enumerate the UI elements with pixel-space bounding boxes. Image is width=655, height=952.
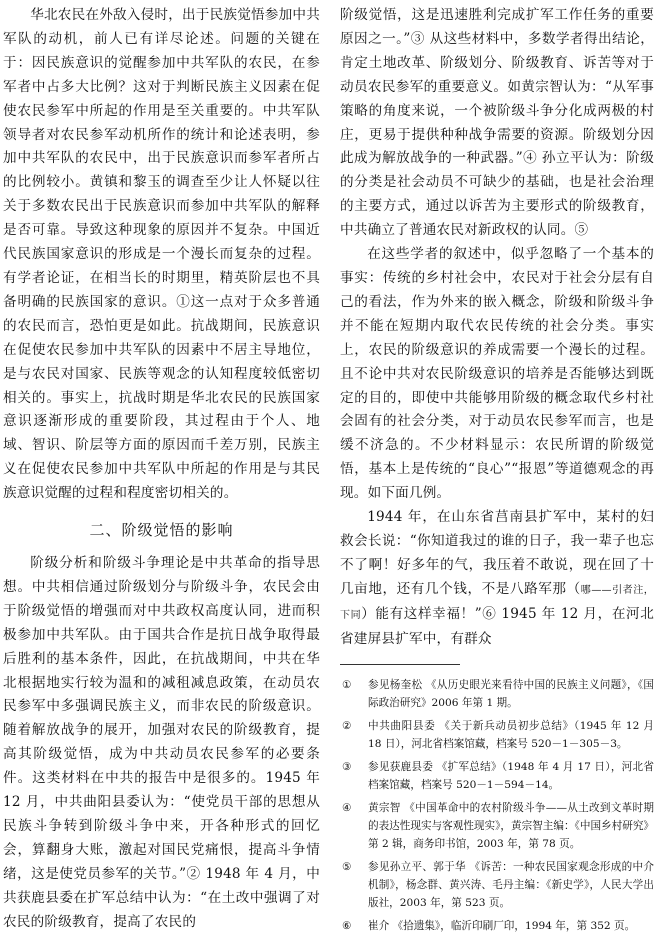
paragraph-text: 1944 年，在山东省莒南县扩军中，某村的妇救会长说：“你知道我过的谁的日子，我一辈子也忘不了啊！好多年的气，我压着不敢说，现在回了十几亩地，还有几个钱，不是八路军那（ [340,509,654,597]
editor-note: 哪——引者注，下同 [340,584,654,621]
footnote-text: 中共曲阳县委 《关于新兵动员初步总结》（1945 年 12 月 18 日），河北省档案馆藏，档案号 520－1－305－3。 [368,720,654,750]
paragraph-text: ）能有这样幸福！”⑥ 1945 年 12 月，在河北省建屏县扩军中，有群众 [340,605,654,647]
body-paragraph: 华北农民在外敌入侵时，出于民族觉悟参加中共军队的动机，前人已有详尽论述。问题的关键在于：因民族意识的觉醒参加中共军队的农民，在参军者中占多大比例？这对于判断民族主义因素在促使农民参军中所起的作用是至关重要的。中共军队领导者对农民参军动机所作的统计和论述表明，参加中共军队的农民中，出于民族意识而参军者所占的比例较小。黄镇和黎玉的调查至少让人怀疑以往关于多数农民出于民族意识而参加中共军队的解释是否可靠。导致这种现象的原因并不复杂。中国近代民族国家意识的形成是一个漫长而复杂的过程。有学者论证，在相当长的时期里，精英阶层也不具备明确的民族国家的意识。①这一点对于众多普通的农民而言，恐怕更是如此。抗战期间，民族意识在促使农民参加中共军队的因素中不居主导地位，是与农民对国家、民族等观念的认知程度较低密切相关的。事实上，抗战时期是华北农民的民族国家意识逐渐形成的重要阶段，其过程由于个人、地域、智识、阶层等方面的原因而千差万别，民族主义在促使农民参加中共军队中所起的作用是与其民族意识觉醒的过程和程度密切相关的。 [3,7,320,502]
footnote-text: 参见孙立平、郭于华 《诉苦：一种农民国家观念形成的中介机制》，杨念群、黄兴涛、毛丹主编：《新史学》，人民大学出版社，2003 年，第 523 页。 [368,861,654,909]
footnotes [340,676,654,940]
left-column [3,4,320,935]
body-paragraph [340,506,654,651]
footnote-text: 参见杨奎松 《从历史眼光来看待中国的民族主义问题》，《国际政治研究》2006 年第 1 期。 [368,679,654,709]
right-column [340,4,654,651]
body-paragraph: 在这些学者的叙述中，似乎忽略了一个基本的事实：传统的乡村社会中，农民对于社会分层有自己的看法，作为外来的嵌入概念，阶级和阶级斗争并不能在短期内取代农民传统的社会分类。事实上，农民的阶级意识的养成需要一个漫长的过程。且不论中共对农民阶级意识的培养是否能够达到既定的目的，即使中共能够用阶级的概念取代乡村社会固有的社会分类，对于动员农民参军而言，也是缓不济急的。不少材料显示：农民所谓的阶级觉悟，基本上是传统的“良心”“报恩”等道德观念的再现。如下面几例。 [340,246,654,502]
footnote-text: 崔介 《拾遗集》，临沂印刷厂印，1994 年，第 352 页。 [368,920,636,932]
body-paragraph: 阶级觉悟，这是迅速胜利完成扩军工作任务的重要原因之一。”③ 从这些材料中，多数学者得出结论，肯定土地改革、阶级划分、阶级教育、诉苦等对于动员农民参军的重要意义。如黄宗智认为：“从军事策略的角度来说，一个被阶级斗争分化成两极的村庄，更易于提供种种战争需要的资源。阶级划分因此成为解放战争的一种武器。”④ 孙立平认为：阶级的分类是社会动员不可缺少的基础，也是社会治理的主要方式，通过以诉苦为主要形式的阶级教育，中共确立了普通农民对新政权的认同。⑤ [340,7,654,239]
footnote-number: ⑤ [342,861,352,873]
footnote-number: ① [342,679,352,691]
footnote [340,858,654,912]
footnote [340,676,654,712]
footnote-text: 黄宗智 《中国革命中的农村阶级斗争——从土改到文革时期的表达性现实与客观性现实》，黄宗智主编：《中国乡村研究》第 2 辑，商务印书馆，2003 年，第 78 页。 [368,802,655,850]
footnote [340,799,654,853]
footnote-number: ⑥ [342,920,352,932]
footnote-number: ③ [342,761,352,773]
footnote-number: ② [342,720,352,732]
footnote [340,917,654,935]
footnote [340,717,654,753]
footnote-divider [340,664,460,665]
footnote-number: ④ [342,802,352,814]
section-heading: 二、阶级觉悟的影响 [89,521,234,540]
body-paragraph: 阶级分析和阶级斗争理论是中共革命的指导思想。中共相信通过阶级划分与阶级斗争，农民会由于阶级觉悟的增强而对中共政权高度认同，进而积极参加中共军队。由于国共合作是抗日战争取得最后胜利的基本条件，因此，在抗战期间，中共在华北根据地实行较为温和的减租减息政策，在动员农民参军中多强调民族主义，而非农民的阶级意识。随着解放战争的展开，加强对农民的阶级教育，提高其阶级觉悟，成为中共动员农民参军的必要条件。这类材料在中共的报告中是很多的。1945 年 12 月，中共曲阳县委认为：“使党员干部的思想从民族斗争转到阶级斗争中来，开各种形式的回忆会，算翻身大账，激起对国民党痛恨，提高斗争情绪，这是使党员参军的关节。”② 1948 年 4 月，中共获鹿县委在扩军总结中认为：“在土改中强调了对农民的阶级教育，提高了农民的 [3,555,320,930]
footnote-text: 参见获鹿县委 《扩军总结》（1948 年 4 月 17 日），河北省档案馆藏，档案号 520－1－594－14。 [368,761,654,791]
footnote [340,758,654,794]
